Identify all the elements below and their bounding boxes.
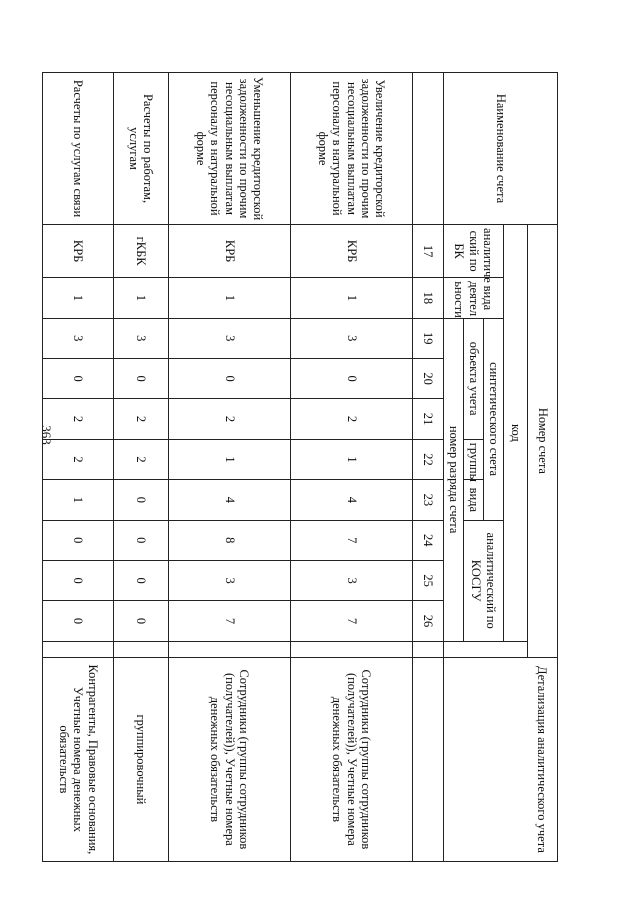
- table-row: [114, 73, 169, 862]
- row-value: 0: [43, 601, 114, 641]
- header-activity-type: вида деятел ьности: [444, 278, 504, 318]
- row-value: 0: [114, 560, 169, 600]
- row-value: 0: [114, 480, 169, 520]
- row-value: 1: [169, 278, 291, 318]
- header-code: код: [504, 225, 528, 642]
- row-value: 1: [43, 278, 114, 318]
- row-value: гКБК: [114, 225, 169, 278]
- header-analytic-kosgu: аналитический по КОСГУ: [464, 520, 504, 641]
- digit-24: 24: [413, 520, 444, 560]
- row-analytics-detail: Сотрудники (группы сотрудников (получателей)), Учетные номера денежных обязательств: [291, 657, 413, 861]
- header-analytics-detail: Детализация аналитического учета: [444, 657, 558, 861]
- digit-21: 21: [413, 399, 444, 439]
- header-digit-number: номер разряда счета: [444, 318, 464, 641]
- row-value: 1: [169, 439, 291, 479]
- row-value: 7: [291, 601, 413, 641]
- digit-20: 20: [413, 358, 444, 398]
- row-value: 2: [43, 399, 114, 439]
- row-value: 0: [169, 358, 291, 398]
- row-value: 3: [291, 560, 413, 600]
- row-value: 3: [169, 560, 291, 600]
- row-spacer: [169, 641, 291, 657]
- header-analytic-bk: аналитиче ский по БК: [444, 225, 504, 278]
- row-value: 4: [291, 480, 413, 520]
- row-value: 3: [291, 318, 413, 358]
- digit-25: 25: [413, 560, 444, 600]
- row-value: 0: [291, 358, 413, 398]
- row-account-name: Уменьшение кредиторской задолженности по прочим несоциальным выплатам персоналу в натуральной форме: [169, 73, 291, 225]
- row-value: 3: [169, 318, 291, 358]
- row-value: 0: [114, 601, 169, 641]
- row-value: 4: [169, 480, 291, 520]
- digit-23: 23: [413, 480, 444, 520]
- page-number: 363: [39, 425, 54, 445]
- header-spacer: [444, 641, 528, 657]
- header-account-number: Номер счета: [528, 225, 558, 658]
- row-value: 1: [291, 439, 413, 479]
- digit-spacer: [413, 657, 444, 861]
- row-value: 0: [43, 560, 114, 600]
- row-value: 7: [169, 601, 291, 641]
- row-value: 2: [291, 399, 413, 439]
- header-kind: вида: [464, 480, 484, 520]
- row-value: 2: [114, 399, 169, 439]
- row-value: КРБ: [291, 225, 413, 278]
- row-value: 1: [114, 278, 169, 318]
- header-accounting-object: объекта учета: [464, 318, 484, 439]
- row-spacer: [291, 641, 413, 657]
- row-value: 3: [43, 318, 114, 358]
- row-value: 2: [43, 439, 114, 479]
- row-account-name: Увеличение кредиторской задолженности по прочим несоциальным выплатам персоналу в натуральной форме: [291, 73, 413, 225]
- row-value: 2: [114, 439, 169, 479]
- row-value: 0: [114, 520, 169, 560]
- row-value: КРБ: [169, 225, 291, 278]
- row-spacer: [114, 641, 169, 657]
- digit-19: 19: [413, 318, 444, 358]
- header-synthetic: синтетического счета: [484, 318, 504, 520]
- row-account-name: Расчеты по услугам связи: [43, 73, 114, 225]
- row-value: 0: [43, 520, 114, 560]
- row-value: 0: [43, 358, 114, 398]
- table-row: [291, 73, 413, 862]
- row-value: 7: [291, 520, 413, 560]
- row-value: 8: [169, 520, 291, 560]
- row-value: 2: [169, 399, 291, 439]
- row-value: 0: [114, 358, 169, 398]
- row-value: 1: [43, 480, 114, 520]
- row-account-name: Расчеты по работам, услугам: [114, 73, 169, 225]
- digit-spacer: [413, 73, 444, 225]
- digit-26: 26: [413, 601, 444, 641]
- chart-of-accounts-table: [42, 72, 558, 862]
- row-analytics-detail: Сотрудники (группы сотрудников (получателей)), Учетные номера денежных обязательств: [169, 657, 291, 861]
- table-row: [43, 73, 114, 862]
- row-value: 1: [291, 278, 413, 318]
- row-spacer: [43, 641, 114, 657]
- row-value: КРБ: [43, 225, 114, 278]
- row-value: 3: [114, 318, 169, 358]
- header-group: группы: [464, 439, 484, 479]
- digit-18: 18: [413, 278, 444, 318]
- row-analytics-detail: Контрагенты, Правовые основания, Учетные номера денежных обязательств: [43, 657, 114, 861]
- digit-spacer: [413, 641, 444, 657]
- digit-22: 22: [413, 439, 444, 479]
- rotated-page: [43, 72, 558, 862]
- row-analytics-detail: группировочный: [114, 657, 169, 861]
- table-row: [169, 73, 291, 862]
- header-account-name: Наименование счета: [444, 73, 558, 225]
- digit-17: 17: [413, 225, 444, 278]
